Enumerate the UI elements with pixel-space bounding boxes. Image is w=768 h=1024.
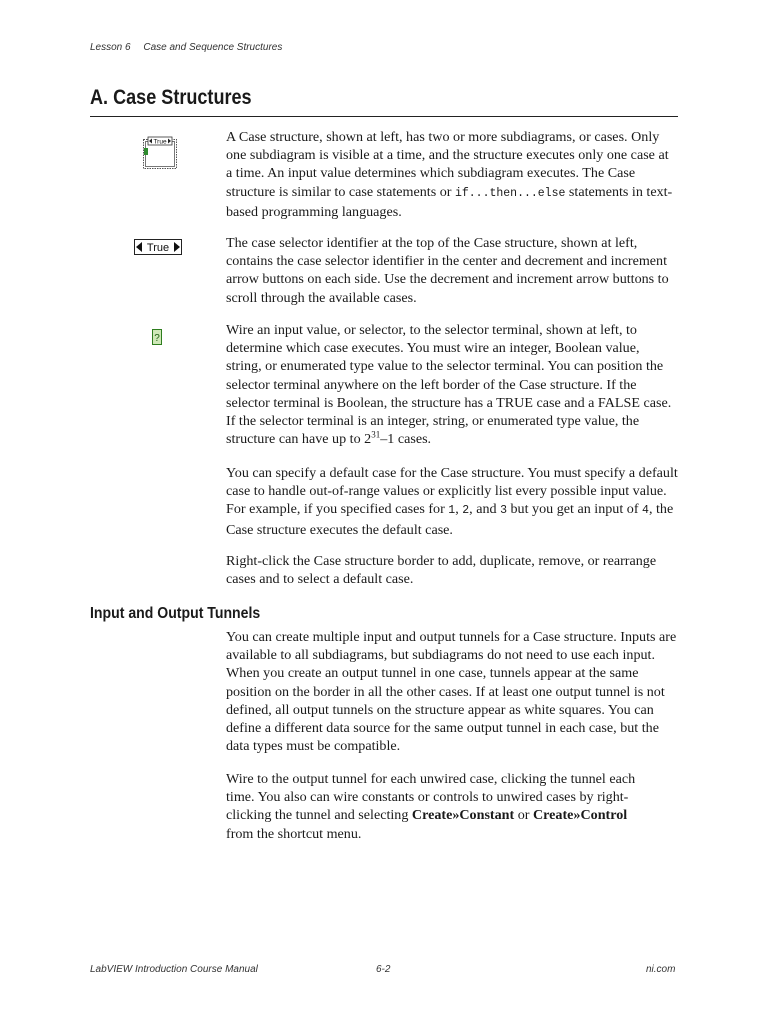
- menu-create-constant: Create»Constant: [411, 807, 515, 824]
- footer-website: ni.com: [646, 964, 676, 975]
- paragraph-case-selector: The case selector identifier at the top of the Case structure, shown at left, contains the case selector identifier in the center and decrement and increment arrow buttons on each side. Use the decrement and increment arrow buttons to scroll through the available cases.: [226, 235, 669, 306]
- selector-terminal-icon-label: ?: [154, 333, 160, 344]
- paragraph-output-tunnel: Wire to the output tunnel for each unwired case, clicking the tunnel each time. You also can wire constants or controls to unwired cases by right-clicking the tunnel and selecting Create»Constant or Create»Control from the shortcut menu.: [226, 771, 636, 842]
- paragraph-tunnels: You can create multiple input and output tunnels for a Case structure. Inputs are available to all subdiagrams, but subdiagrams do not need to use each input. When you create an output tunnel in one case, tunnels appear at the same position on the border in all the other cases. If at least one output tunnel is not defined, all output tunnels on the structure appear as white squares. You can define a different data source for the same output tunnel in each case, but the data types must be compatible.: [226, 629, 677, 755]
- case-selector-icon-label: True: [146, 242, 170, 255]
- case-structure-icon: [142, 136, 178, 170]
- section-rule: [90, 116, 678, 117]
- code-if-then-else: if...then...else: [454, 186, 566, 200]
- case-selector-icon: [134, 239, 182, 255]
- footer-manual-title: LabVIEW Introduction Course Manual: [90, 964, 258, 975]
- paragraph-selector-terminal: Wire an input value, or selector, to the selector terminal, shown at left, to determine which case executes. You must wire an integer, Boolean value, string, or enumerated type value to the selector terminal. You can position the selector terminal anywhere on the left border of the Case structure. If the selector terminal is Boolean, the structure has a TRUE case and a FALSE case. If the selector terminal is an integer, string, or enumerated type value, the structure can have up to $2^{31}-1$ cases.: [226, 322, 672, 448]
- paragraph-default-case: You can specify a default case for the Case structure. You must specify a default case to handle out-of-range values or explicitly list every possible input value. For example, if you specified cases for 1, 2, and 3 but you get an input of 4, the Case structure executes the default case.: [226, 465, 678, 538]
- paragraph-case-structure: A Case structure, shown at left, has two or more subdiagrams, or cases. Only one subdiagram is visible at a time, and the structure executes only one case at a time. An input value determines which subdiagram executes. The Case structure is similar to case statements or if...then...else statements in text-based programming languages.: [226, 129, 673, 220]
- section-title: A. Case Structures: [90, 86, 252, 109]
- header-lesson: Lesson 6: [90, 42, 131, 53]
- menu-create-control: Create»Control: [533, 807, 628, 824]
- paragraph-right-click: Right-click the Case structure border to add, duplicate, remove, or rearrange cases and to select a default case.: [226, 553, 657, 588]
- selector-terminal-icon: [152, 329, 162, 345]
- footer-page-number: 6-2: [376, 964, 391, 975]
- case-structure-icon-label: True: [153, 138, 167, 146]
- running-header: [90, 42, 292, 53]
- subsection-title: Input and Output Tunnels: [90, 605, 261, 622]
- header-title: Case and Sequence Structures: [143, 42, 283, 53]
